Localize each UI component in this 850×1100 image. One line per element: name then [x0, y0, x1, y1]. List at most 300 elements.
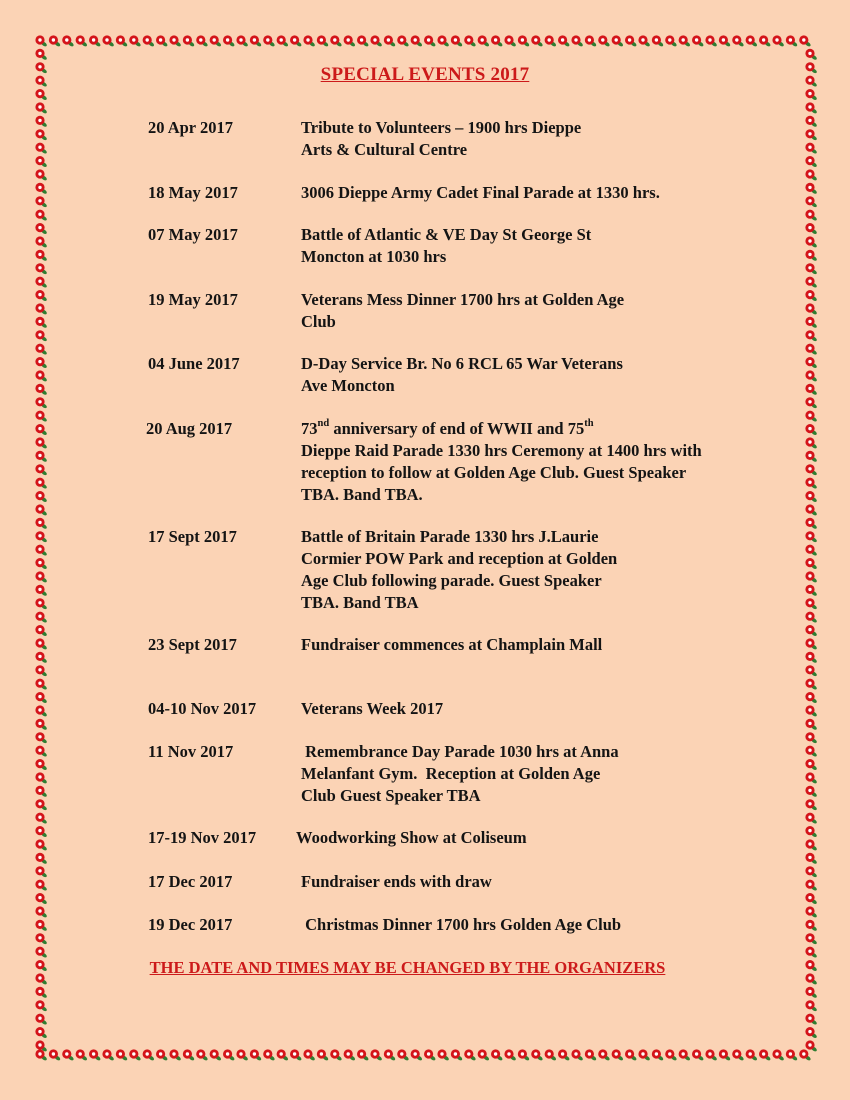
event-description-line: Cormier POW Park and reception at Golden	[301, 549, 618, 568]
poppy-icon	[35, 598, 47, 610]
poppy-icon	[35, 424, 47, 436]
poppy-icon	[35, 1014, 47, 1026]
poppy-icon	[35, 893, 47, 905]
event-description-line: D-Day Service Br. No 6 RCL 65 War Veterans	[301, 354, 623, 373]
event-description-line: Tribute to Volunteers – 1900 hrs Dieppe	[301, 118, 582, 137]
event-description-line: Fundraiser commences at Champlain Mall	[301, 635, 603, 654]
poppy-icon	[805, 880, 817, 892]
poppy-icon	[531, 1049, 543, 1061]
poppy-icon	[805, 330, 817, 342]
poppy-icon	[317, 1049, 329, 1061]
poppy-icon	[35, 933, 47, 945]
poppy-icon	[35, 665, 47, 677]
poppy-icon	[805, 518, 817, 530]
poppy-icon	[250, 35, 262, 47]
poppy-icon	[263, 35, 275, 47]
poppy-icon	[35, 732, 47, 744]
poppy-icon	[129, 35, 141, 47]
anniversary-number: 73	[301, 419, 318, 438]
poppy-icon	[679, 1049, 691, 1061]
poppy-icon	[424, 35, 436, 47]
poppy-icon	[571, 1049, 583, 1061]
poppy-icon	[805, 692, 817, 704]
poppy-icon	[35, 813, 47, 825]
poppy-icon	[384, 1049, 396, 1061]
poppy-icon	[746, 1049, 758, 1061]
poppy-icon	[35, 746, 47, 758]
poppy-icon	[805, 625, 817, 637]
poppy-icon	[805, 598, 817, 610]
poppy-icon	[236, 35, 248, 47]
poppy-icon	[598, 1049, 610, 1061]
poppy-icon	[805, 679, 817, 691]
event-description-line: Moncton at 1030 hrs	[301, 247, 447, 266]
poppy-icon	[35, 652, 47, 664]
poppy-icon	[805, 531, 817, 543]
poppy-icon	[805, 920, 817, 932]
poppy-icon	[35, 491, 47, 503]
poppy-icon	[558, 1049, 570, 1061]
poppy-icon	[223, 1049, 235, 1061]
poppy-icon	[545, 1049, 557, 1061]
poppy-icon	[35, 545, 47, 557]
poppy-icon	[129, 1049, 141, 1061]
poppy-icon	[35, 1027, 47, 1039]
poppy-icon	[76, 35, 88, 47]
poppy-icon	[679, 35, 691, 47]
poppy-icon	[504, 1049, 516, 1061]
poppy-icon	[805, 156, 817, 168]
event-description-line: Club	[301, 312, 336, 331]
poppy-icon	[35, 839, 47, 851]
poppy-icon	[805, 987, 817, 999]
poppy-icon	[464, 35, 476, 47]
poppy-icon	[35, 638, 47, 650]
poppy-icon	[805, 558, 817, 570]
poppy-icon	[805, 102, 817, 114]
event-date: 17 Sept 2017	[148, 527, 237, 546]
poppy-icon	[805, 357, 817, 369]
anniversary-text: anniversary of end of WWII and 75	[329, 419, 585, 438]
poppy-icon	[805, 303, 817, 315]
poppy-icon	[692, 35, 704, 47]
poppy-icon	[805, 317, 817, 329]
event-date: 19 May 2017	[148, 290, 238, 309]
poppy-icon	[805, 250, 817, 262]
poppy-icon	[35, 826, 47, 838]
poppy-icon	[330, 35, 342, 47]
poppy-icon	[397, 35, 409, 47]
poppy-icon	[805, 143, 817, 155]
poppy-icon	[805, 277, 817, 289]
poppy-icon	[805, 397, 817, 409]
poppy-icon	[35, 411, 47, 423]
ordinal-suffix: th	[584, 417, 594, 429]
poppy-icon	[805, 1000, 817, 1012]
poppy-icon	[491, 35, 503, 47]
poppy-icon	[805, 223, 817, 235]
poppy-icon	[263, 1049, 275, 1061]
poppy-icon	[518, 1049, 530, 1061]
poppy-icon	[35, 786, 47, 798]
poppy-icon	[805, 786, 817, 798]
poppy-icon	[451, 1049, 463, 1061]
poppy-icon	[35, 143, 47, 155]
poppy-icon	[665, 35, 677, 47]
poppy-icon	[585, 1049, 597, 1061]
poppy-icon	[805, 424, 817, 436]
poppy-icon	[35, 987, 47, 999]
poppy-icon	[35, 625, 47, 637]
event-description-line: TBA. Band TBA	[301, 593, 419, 612]
poppy-icon	[35, 330, 47, 342]
poppy-icon	[35, 437, 47, 449]
poppy-icon	[772, 35, 784, 47]
event-description-line: Remembrance Day Parade 1030 hrs at Anna	[301, 742, 619, 761]
poppy-icon	[805, 571, 817, 583]
poppy-icon	[612, 1049, 624, 1061]
poppy-icon	[35, 384, 47, 396]
poppy-icon	[303, 1049, 315, 1061]
poppy-icon	[116, 1049, 128, 1061]
event-date: 11 Nov 2017	[148, 742, 234, 761]
poppy-icon	[805, 759, 817, 771]
poppy-icon	[805, 746, 817, 758]
poppy-icon	[805, 719, 817, 731]
poppy-icon	[156, 35, 168, 47]
organizer-notice: THE DATE AND TIMES MAY BE CHANGED BY THE ORGANIZERS	[149, 958, 666, 977]
poppy-icon	[504, 35, 516, 47]
poppy-icon	[35, 156, 47, 168]
poppy-icon	[35, 719, 47, 731]
poppy-icon	[805, 1027, 817, 1039]
poppy-icon	[652, 35, 664, 47]
poppy-icon	[759, 35, 771, 47]
poppy-icon	[35, 277, 47, 289]
poppy-icon	[357, 1049, 369, 1061]
poppy-icon	[805, 236, 817, 248]
poppy-icon	[585, 35, 597, 47]
poppy-icon	[35, 89, 47, 101]
poppy-icon	[169, 35, 181, 47]
poppy-icon	[35, 464, 47, 476]
poppy-icon	[236, 1049, 248, 1061]
poppy-icon	[805, 183, 817, 195]
event-date: 07 May 2017	[148, 225, 238, 244]
event-date: 20 Apr 2017	[148, 118, 233, 137]
poppy-icon	[545, 35, 557, 47]
poppy-icon	[478, 35, 490, 47]
poppy-icon	[805, 116, 817, 128]
poppy-icon	[799, 1049, 811, 1061]
event-description-line: Club Guest Speaker TBA	[301, 786, 481, 805]
event-description-line: Christmas Dinner 1700 hrs Golden Age Club	[301, 915, 622, 934]
poppy-icon	[35, 880, 47, 892]
poppy-icon	[35, 397, 47, 409]
poppy-icon	[786, 1049, 798, 1061]
poppy-icon	[143, 35, 155, 47]
poppy-icon	[638, 35, 650, 47]
poppy-icon	[49, 1049, 61, 1061]
poppy-icon	[665, 1049, 677, 1061]
poppy-icon	[35, 531, 47, 543]
poppy-icon	[805, 437, 817, 449]
poppy-icon	[223, 35, 235, 47]
event-description-line: Battle of Atlantic & VE Day St George St	[301, 225, 592, 244]
poppy-icon	[35, 196, 47, 208]
poppy-icon	[805, 210, 817, 222]
poppy-icon	[35, 759, 47, 771]
poppy-icon	[805, 866, 817, 878]
poppy-icon	[35, 169, 47, 181]
poppy-icon	[35, 116, 47, 128]
poppy-icon	[143, 1049, 155, 1061]
poppy-icon	[277, 35, 289, 47]
poppy-icon	[35, 558, 47, 570]
poppy-icon	[196, 1049, 208, 1061]
poppy-icon	[805, 464, 817, 476]
poppy-icon	[62, 35, 74, 47]
poppy-icon	[638, 1049, 650, 1061]
event-date: 23 Sept 2017	[148, 635, 237, 654]
poppy-icon	[62, 1049, 74, 1061]
poppy-icon	[805, 732, 817, 744]
ordinal-suffix: nd	[317, 417, 330, 429]
poppy-icon	[35, 1000, 47, 1012]
poppy-icon	[102, 1049, 114, 1061]
poppy-icon	[746, 35, 758, 47]
poppy-icon	[805, 933, 817, 945]
poppy-icon	[805, 49, 817, 61]
poppy-icon	[35, 571, 47, 583]
event-date: 19 Dec 2017	[148, 915, 233, 934]
poppy-icon	[35, 223, 47, 235]
poppy-icon	[411, 35, 423, 47]
poppy-icon	[805, 411, 817, 423]
poppy-icon	[250, 1049, 262, 1061]
poppy-icon	[571, 35, 583, 47]
poppy-icon	[786, 35, 798, 47]
poppy-icon	[89, 1049, 101, 1061]
poppy-icon	[805, 451, 817, 463]
poppy-icon	[705, 1049, 717, 1061]
poppy-icon	[370, 1049, 382, 1061]
poppy-icon	[805, 1040, 817, 1052]
poppy-icon	[277, 1049, 289, 1061]
poppy-icon	[558, 35, 570, 47]
poppy-icon	[805, 813, 817, 825]
event-date: 17-19 Nov 2017	[148, 828, 257, 847]
poppy-icon	[35, 344, 47, 356]
poppy-icon	[35, 585, 47, 597]
poppy-icon	[805, 665, 817, 677]
poppy-icon	[805, 853, 817, 865]
poppy-icon	[805, 826, 817, 838]
poppy-icon	[196, 35, 208, 47]
event-description-line: Ave Moncton	[301, 376, 395, 395]
poppy-icon	[612, 35, 624, 47]
poppy-icon	[805, 705, 817, 717]
poppy-icon	[805, 491, 817, 503]
event-date: 04-10 Nov 2017	[148, 699, 257, 718]
poppy-icon	[772, 1049, 784, 1061]
poppy-icon	[290, 1049, 302, 1061]
event-description-line: Woodworking Show at Coliseum	[296, 828, 527, 847]
poppy-icon	[35, 799, 47, 811]
poppy-icon	[805, 263, 817, 275]
poppy-icon	[35, 183, 47, 195]
poppy-icon	[692, 1049, 704, 1061]
poppy-icon	[805, 129, 817, 141]
poppy-icon	[491, 1049, 503, 1061]
poppy-icon	[384, 35, 396, 47]
poppy-icon	[35, 102, 47, 114]
poppy-icon	[35, 504, 47, 516]
poppy-icon	[805, 585, 817, 597]
page-title: SPECIAL EVENTS 2017	[320, 64, 530, 85]
event-description-line: 3006 Dieppe Army Cadet Final Parade at 1330 hrs.	[301, 183, 660, 202]
poppy-icon	[805, 893, 817, 905]
poppy-icon	[35, 49, 47, 61]
poppy-icon	[76, 1049, 88, 1061]
poppy-icon	[35, 35, 47, 47]
event-date: 04 June 2017	[148, 354, 240, 373]
poppy-icon	[424, 1049, 436, 1061]
poppy-icon	[35, 679, 47, 691]
poppy-icon	[35, 250, 47, 262]
poppy-icon	[652, 1049, 664, 1061]
poppy-icon	[35, 906, 47, 918]
poppy-icon	[719, 1049, 731, 1061]
poppy-icon	[799, 35, 811, 47]
poppy-icon	[732, 35, 744, 47]
poppy-icon	[35, 210, 47, 222]
event-description-line	[301, 418, 594, 440]
poppy-icon	[805, 344, 817, 356]
poppy-icon	[35, 451, 47, 463]
poppy-icon	[805, 196, 817, 208]
poppy-icon	[805, 947, 817, 959]
poppy-icon	[805, 478, 817, 490]
poppy-icon	[719, 35, 731, 47]
poppy-icon	[35, 478, 47, 490]
poppy-icon	[35, 772, 47, 784]
poppy-icon	[625, 35, 637, 47]
poppy-icon	[35, 263, 47, 275]
poppy-icon	[732, 1049, 744, 1061]
poppy-icon	[344, 35, 356, 47]
event-description-line: Battle of Britain Parade 1330 hrs J.Laurie	[301, 527, 599, 546]
event-description-line: TBA. Band TBA.	[301, 485, 423, 504]
poppy-icon	[330, 1049, 342, 1061]
poppy-icon	[805, 370, 817, 382]
poppy-icon	[102, 35, 114, 47]
event-description-line: reception to follow at Golden Age Club. Guest Speaker	[301, 463, 687, 482]
poppy-icon	[290, 35, 302, 47]
poppy-icon	[35, 303, 47, 315]
poppy-icon	[451, 35, 463, 47]
event-description-line: Age Club following parade. Guest Speaker	[301, 571, 602, 590]
poppy-icon	[598, 35, 610, 47]
poppy-icon	[805, 89, 817, 101]
poppy-icon	[805, 290, 817, 302]
poppy-icon	[805, 906, 817, 918]
poppy-icon	[464, 1049, 476, 1061]
poppy-icon	[35, 947, 47, 959]
poppy-icon	[156, 1049, 168, 1061]
event-description-line: Veterans Week 2017	[301, 699, 444, 718]
poppy-icon	[370, 35, 382, 47]
poppy-icon	[210, 1049, 222, 1061]
poppy-icon	[357, 35, 369, 47]
poppy-icon	[35, 518, 47, 530]
poppy-icon	[805, 1014, 817, 1026]
poppy-icon	[49, 35, 61, 47]
poppy-icon	[169, 1049, 181, 1061]
poppy-icon	[518, 35, 530, 47]
poppy-icon	[805, 504, 817, 516]
poppy-icon	[625, 1049, 637, 1061]
poppy-icon	[116, 35, 128, 47]
poppy-icon	[35, 920, 47, 932]
poppy-icon	[411, 1049, 423, 1061]
poppy-icon	[805, 169, 817, 181]
poppy-icon	[705, 35, 717, 47]
poppy-icon	[183, 1049, 195, 1061]
event-date: 18 May 2017	[148, 183, 238, 202]
poppy-icon	[805, 384, 817, 396]
poppy-icon	[397, 1049, 409, 1061]
poppy-icon	[35, 290, 47, 302]
event-description-line: Fundraiser ends with draw	[301, 872, 492, 891]
poppy-icon	[805, 772, 817, 784]
poppy-icon	[35, 370, 47, 382]
event-description-line: Dieppe Raid Parade 1330 hrs Ceremony at 1400 hrs with	[301, 441, 702, 460]
poppy-icon	[805, 839, 817, 851]
event-description-line: Veterans Mess Dinner 1700 hrs at Golden Age	[301, 290, 625, 309]
poppy-icon	[35, 236, 47, 248]
poppy-icon	[35, 129, 47, 141]
poppy-icon	[35, 317, 47, 329]
poppy-icon	[35, 357, 47, 369]
poppy-icon	[437, 35, 449, 47]
poppy-icon	[89, 35, 101, 47]
event-date: 20 Aug 2017	[146, 419, 233, 438]
poppy-icon	[210, 35, 222, 47]
event-description-line: Arts & Cultural Centre	[301, 140, 468, 159]
poppy-icon	[805, 799, 817, 811]
event-description-line: Melanfant Gym. Reception at Golden Age	[301, 764, 601, 783]
poppy-icon	[317, 35, 329, 47]
poppy-icon	[531, 35, 543, 47]
poppy-icon	[805, 612, 817, 624]
poppy-icon	[35, 866, 47, 878]
poppy-icon	[478, 1049, 490, 1061]
poppy-icon	[805, 638, 817, 650]
poppy-icon	[303, 35, 315, 47]
poppy-icon	[344, 1049, 356, 1061]
poppy-icon	[805, 545, 817, 557]
poppy-icon	[759, 1049, 771, 1061]
event-date: 17 Dec 2017	[148, 872, 233, 891]
poppy-icon	[35, 705, 47, 717]
poppy-icon	[183, 35, 195, 47]
poppy-icon	[35, 853, 47, 865]
poppy-icon	[35, 692, 47, 704]
poppy-icon	[805, 652, 817, 664]
poppy-icon	[437, 1049, 449, 1061]
poppy-icon	[35, 612, 47, 624]
